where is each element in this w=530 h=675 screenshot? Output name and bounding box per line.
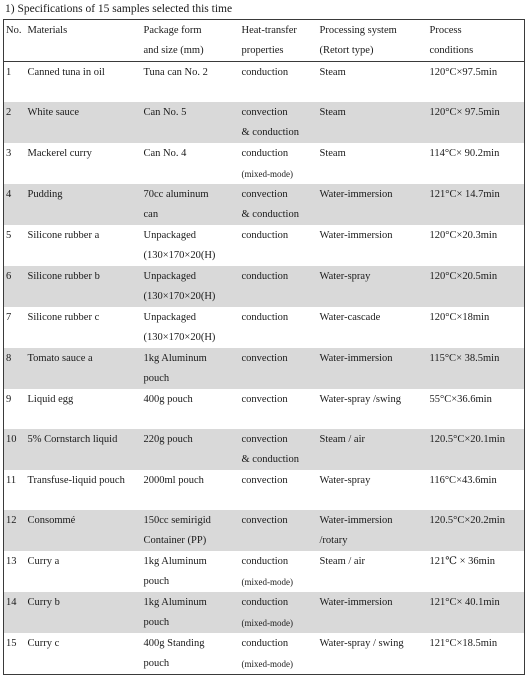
cell-processing-system-line: Water-cascade [319,311,381,323]
cell-material [26,348,142,389]
cell-package-line: 1kg Aluminum [143,596,207,608]
cell-no [4,389,26,429]
cell-package [142,389,240,429]
cell-package-line: Unpackaged [143,229,196,241]
cell-material [26,102,142,143]
cell-heat-transfer-line: (mixed-mode) [241,658,293,669]
cell-package-line: can [143,208,159,220]
cell-no-text: 9 [6,393,12,405]
cell-process-conditions-text: 121℃ × 36min [429,555,496,567]
cell-heat-transfer-line: conduction [241,147,289,159]
cell-process-conditions [428,266,525,307]
cell-package-line: 400g pouch [143,393,193,405]
cell-heat-transfer [240,102,318,143]
cell-heat-transfer-line: (mixed-mode) [241,617,293,628]
cell-processing-system [318,470,428,510]
cell-material-text: Consommé [27,514,76,526]
cell-material-text: Silicone rubber b [27,270,100,282]
cell-heat-transfer [240,307,318,348]
cell-material [26,429,142,470]
cell-process-conditions-text: 120°C×18min [429,311,490,323]
table-caption: 1) Specifications of 15 samples selected this time [5,3,233,15]
cell-process-conditions-text: 121°C× 40.1min [429,596,500,608]
cell-process-conditions-text: 115°C× 38.5min [429,352,500,364]
cell-heat-transfer-line: convection [241,106,288,118]
cell-processing-system [318,143,428,184]
cell-package [142,102,240,143]
cell-heat-transfer [240,266,318,307]
cell-heat-transfer-line: convection [241,514,288,526]
table-row [4,348,525,389]
cell-processing-system-line: Water-spray [319,270,371,282]
cell-package-line: 1kg Aluminum [143,555,207,567]
cell-heat-transfer-line: convection [241,352,288,364]
cell-material-text: Pudding [27,188,63,200]
cell-no-text: 11 [6,474,17,486]
cell-processing-system-line: Water-immersion [319,229,393,241]
cell-material-text: Tomato sauce a [27,352,93,364]
cell-processing-system-line: Water-spray [319,474,371,486]
cell-package-line: 400g Standing [143,637,205,649]
cell-process-conditions [428,307,525,348]
cell-processing-system-line: Steam [319,106,346,118]
cell-heat-transfer [240,510,318,551]
cell-no-text: 4 [6,188,12,200]
table-row [4,429,525,470]
cell-heat-transfer-line: convection [241,474,288,486]
cell-heat-transfer [240,62,318,102]
cell-package [142,429,240,470]
cell-package-line: 220g pouch [143,433,193,445]
cell-no [4,184,26,225]
cell-no-text: 2 [6,106,12,118]
cell-process-conditions [428,225,525,266]
cell-package-line: Unpackaged [143,270,196,282]
cell-heat-transfer [240,429,318,470]
cell-material-text: Transfuse-liquid pouch [27,474,125,486]
cell-no-text: 10 [6,433,17,445]
cell-material-text: Curry b [27,596,60,608]
cell-package [142,225,240,266]
cell-material-text: Liquid egg [27,393,74,405]
cell-process-conditions-text: 114°C× 90.2min [429,147,500,159]
cell-material-text: Curry a [27,555,60,567]
cell-processing-system [318,266,428,307]
cell-no [4,62,26,102]
cell-package [142,551,240,592]
cell-process-conditions [428,429,525,470]
cell-package [142,307,240,348]
cell-heat-transfer-line: & conduction [241,126,299,138]
cell-heat-transfer [240,143,318,184]
table-row [4,62,525,102]
cell-material-text: Silicone rubber c [27,311,100,323]
cell-heat-transfer-line: conduction [241,637,289,649]
cell-heat-transfer-line: conduction [241,270,289,282]
cell-no-text: 7 [6,311,12,323]
header-heat-transfer: Heat-transfer properties [241,25,297,56]
cell-no-text: 5 [6,229,12,241]
cell-material-text: White sauce [27,106,80,118]
cell-heat-transfer-line: (mixed-mode) [241,576,293,587]
cell-heat-transfer [240,389,318,429]
cell-processing-system-line: Steam / air [319,433,365,445]
cell-processing-system [318,429,428,470]
cell-no [4,102,26,143]
table-row [4,102,525,143]
header-process-conditions: Process conditions [429,25,474,56]
cell-process-conditions [428,348,525,389]
cell-process-conditions [428,592,525,633]
cell-heat-transfer-line: (mixed-mode) [241,168,293,179]
table-header [4,20,525,62]
cell-package-line: (130×170×20(H) [143,290,216,302]
cell-heat-transfer-line: conduction [241,67,289,78]
cell-process-conditions-text: 120.5°C×20.2min [429,514,505,526]
cell-package-line: pouch [143,657,170,669]
cell-processing-system [318,551,428,592]
cell-heat-transfer-line: convection [241,188,288,200]
cell-process-conditions-text: 120°C×97.5min [429,67,498,78]
cell-package-line: Can No. 5 [143,106,187,118]
cell-processing-system-line: Steam / air [319,555,365,567]
cell-heat-transfer-line: conduction [241,311,289,323]
cell-no-text: 6 [6,270,12,282]
header-processing-system: Processing system (Retort type) [319,25,397,56]
cell-no [4,470,26,510]
table-row [4,307,525,348]
cell-process-conditions [428,62,525,102]
cell-package [142,348,240,389]
specifications-table [3,19,525,675]
cell-no [4,510,26,551]
header-materials: Materials [27,25,68,36]
cell-material-text: Mackerel curry [27,147,92,159]
cell-heat-transfer-line: convection [241,433,288,445]
cell-material-text: Canned tuna in oil [27,67,105,78]
cell-package [142,266,240,307]
table-row [4,592,525,633]
cell-processing-system-line: /rotary [319,534,348,546]
cell-material [26,551,142,592]
cell-process-conditions-text: 120°C×20.3min [429,229,498,241]
cell-processing-system-line: Water-spray / swing [319,637,404,649]
cell-package-line: 150cc semirigid [143,514,211,526]
cell-material [26,389,142,429]
cell-material [26,592,142,633]
cell-package-line: 70cc aluminum [143,188,209,200]
cell-processing-system-line: Water-immersion [319,352,393,364]
table-row [4,389,525,429]
cell-heat-transfer-line: & conduction [241,208,299,220]
cell-material [26,510,142,551]
cell-no-text: 14 [6,596,17,608]
cell-heat-transfer [240,184,318,225]
cell-package-line: pouch [143,616,170,628]
cell-package-line: 1kg Aluminum [143,352,207,364]
cell-heat-transfer [240,470,318,510]
cell-package [142,62,240,102]
cell-process-conditions-text: 120.5°C×20.1min [429,433,505,445]
cell-package-line: 2000ml pouch [143,474,204,486]
cell-no [4,266,26,307]
cell-material [26,470,142,510]
cell-process-conditions-text: 121°C× 14.7min [429,188,500,200]
cell-material [26,307,142,348]
cell-heat-transfer-line: convection [241,393,288,405]
cell-process-conditions [428,470,525,510]
cell-processing-system-line: Water-immersion [319,514,393,526]
cell-package [142,470,240,510]
cell-no-text: 3 [6,147,12,159]
cell-no [4,429,26,470]
cell-no-text: 13 [6,555,17,567]
cell-process-conditions [428,551,525,592]
cell-processing-system-line: Water-immersion [319,188,393,200]
cell-material [26,62,142,102]
cell-processing-system [318,184,428,225]
cell-no [4,143,26,184]
cell-material [26,266,142,307]
cell-package-line: Container (PP) [143,534,207,546]
cell-process-conditions-text: 120°C×20.5min [429,270,498,282]
cell-heat-transfer [240,348,318,389]
cell-processing-system-line: Steam [319,147,346,159]
cell-process-conditions [428,102,525,143]
cell-no-text: 8 [6,352,12,364]
cell-package [142,143,240,184]
cell-package-line: pouch [143,372,170,384]
cell-no [4,307,26,348]
cell-heat-transfer [240,592,318,633]
cell-process-conditions-text: 121°C×18.5min [429,637,498,649]
cell-material-text: Curry c [27,637,60,649]
cell-process-conditions [428,389,525,429]
cell-heat-transfer-line: & conduction [241,453,299,465]
table-row [4,510,525,551]
cell-processing-system [318,307,428,348]
cell-no-text: 12 [6,514,17,526]
header-row [4,20,525,62]
cell-package [142,510,240,551]
cell-no-text: 15 [6,637,17,649]
table-row [4,184,525,225]
table-body [4,62,525,675]
table-row [4,225,525,266]
table-row [4,266,525,307]
cell-package-line: (130×170×20(H) [143,249,216,261]
cell-processing-system-line: Water-spray /swing [319,393,401,405]
cell-package-line: (130×170×20(H) [143,331,216,343]
cell-package [142,592,240,633]
cell-material [26,225,142,266]
cell-process-conditions-text: 120°C× 97.5min [429,106,500,118]
cell-process-conditions [428,184,525,225]
cell-material-text: Silicone rubber a [27,229,100,241]
cell-processing-system [318,348,428,389]
cell-processing-system [318,592,428,633]
cell-no [4,225,26,266]
cell-material [26,143,142,184]
header-no: No. [6,25,22,36]
cell-package-line: pouch [143,575,170,587]
cell-heat-transfer-line: conduction [241,555,289,567]
cell-process-conditions [428,143,525,184]
cell-processing-system-line: Steam [319,67,346,78]
cell-no-text: 1 [6,67,12,78]
cell-package [142,184,240,225]
cell-processing-system [318,389,428,429]
cell-heat-transfer-line: conduction [241,229,289,241]
table-row [4,470,525,510]
cell-processing-system [318,225,428,266]
cell-processing-system-line: Water-immersion [319,596,393,608]
cell-process-conditions [428,510,525,551]
cell-package-line: Tuna can No. 2 [143,67,208,78]
cell-heat-transfer-line: conduction [241,596,289,608]
cell-no [4,551,26,592]
cell-material-text: 5% Cornstarch liquid [27,433,118,445]
table-row [4,143,525,184]
cell-package-line: Unpackaged [143,311,196,323]
cell-process-conditions-text: 55°C×36.6min [429,393,492,405]
cell-heat-transfer [240,551,318,592]
cell-package-line: Can No. 4 [143,147,187,159]
cell-processing-system [318,102,428,143]
cell-no [4,348,26,389]
table-row [4,551,525,592]
header-package: Package form and size (mm) [143,25,204,56]
cell-heat-transfer [240,225,318,266]
cell-processing-system [318,510,428,551]
cell-processing-system [318,62,428,102]
cell-process-conditions-text: 116°C×43.6min [429,474,497,486]
cell-material [26,184,142,225]
cell-no [4,592,26,633]
